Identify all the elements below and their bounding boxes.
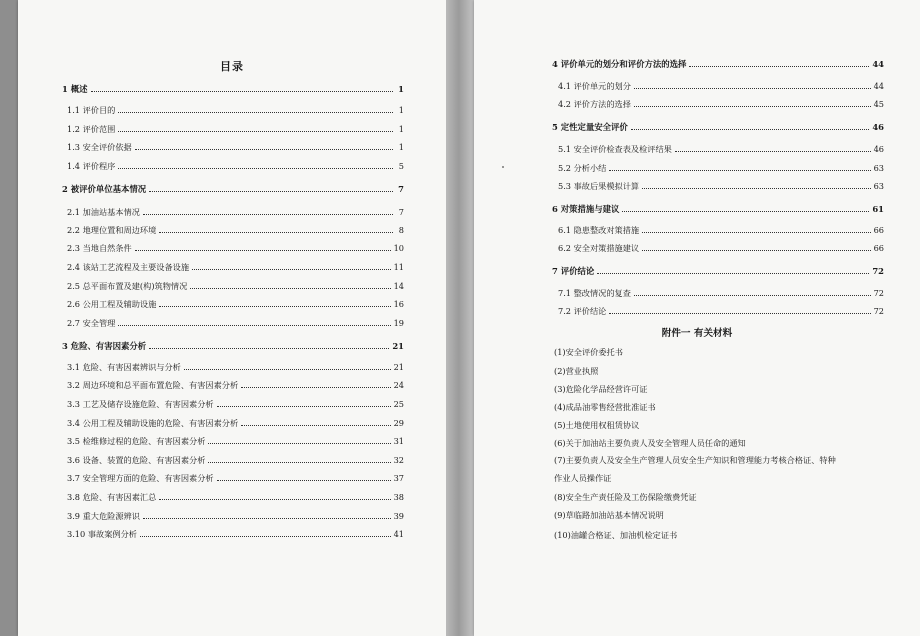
toc-dot-leader xyxy=(609,306,870,314)
toc-page-number: 66 xyxy=(873,243,884,253)
toc-dot-leader xyxy=(91,84,394,92)
toc-section-row xyxy=(67,281,404,292)
toc-page-number: 1 xyxy=(398,124,404,134)
toc-page-number: 11 xyxy=(393,262,404,272)
toc-section-row xyxy=(67,299,404,310)
toc-entry-label: 2.7 安全管理 xyxy=(67,318,116,328)
toc-entry-label: 3.5 检维修过程的危险、有害因素分析 xyxy=(67,436,206,446)
page-gutter xyxy=(446,0,474,636)
toc-dot-leader xyxy=(159,225,393,233)
toc-page-number: 45 xyxy=(873,99,884,109)
toc-section-row xyxy=(67,362,404,373)
toc-entry-label: 3.10 事故案例分析 xyxy=(67,529,137,539)
toc-section-row xyxy=(67,418,404,429)
toc-page-number: 14 xyxy=(393,281,404,291)
toc-dot-leader xyxy=(135,142,393,150)
toc-dot-leader xyxy=(675,144,871,152)
toc-dot-leader xyxy=(159,492,390,500)
toc-entry-label: 7.1 整改情况的复查 xyxy=(558,288,631,298)
toc-entry-label: 1.4 评价程序 xyxy=(67,161,116,171)
toc-dot-leader xyxy=(118,124,393,132)
toc-dot-leader xyxy=(241,380,390,388)
toc-page-number: 39 xyxy=(393,511,404,521)
toc-entry-label: 3.8 危险、有害因素汇总 xyxy=(67,492,157,502)
toc-section-row xyxy=(558,243,884,254)
toc-entry-label: 1.1 评价目的 xyxy=(67,105,116,115)
toc-chapter-row xyxy=(552,122,884,133)
toc-entry-label: 6.1 隐患整改对策措施 xyxy=(558,225,640,235)
annex-item: (2)营业执照 xyxy=(554,366,599,376)
toc-section-row xyxy=(67,380,404,391)
toc-dot-leader xyxy=(634,99,871,107)
toc-entry-label: 3.1 危险、有害因素辨识与分析 xyxy=(67,362,181,372)
toc-dot-leader xyxy=(149,184,393,192)
toc-section-row xyxy=(67,318,404,329)
annex-item: (6)关于加油站主要负责人及安全管理人员任命的通知 xyxy=(554,438,746,448)
toc-page-number: 19 xyxy=(393,318,404,328)
toc-section-row xyxy=(558,163,884,174)
toc-section-row xyxy=(67,207,404,218)
toc-entry-label: 5 定性定量安全评价 xyxy=(552,122,628,132)
toc-page-number: 72 xyxy=(872,266,884,276)
toc-page-number: 31 xyxy=(393,436,404,446)
toc-chapter-row xyxy=(62,184,404,195)
toc-page-number: 21 xyxy=(393,362,404,372)
toc-page-number: 24 xyxy=(393,380,404,390)
toc-dot-leader xyxy=(184,362,391,370)
annex-item: (4)成品油零售经营批准证书 xyxy=(554,402,656,412)
toc-entry-label: 1.3 安全评价依据 xyxy=(67,142,132,152)
toc-page-number: 61 xyxy=(872,204,884,214)
toc-page-number: 10 xyxy=(393,243,404,253)
toc-section-row xyxy=(67,399,404,410)
toc-page-number: 66 xyxy=(873,225,884,235)
toc-section-row xyxy=(67,124,404,135)
toc-section-row xyxy=(558,181,884,192)
toc-chapter-row xyxy=(552,59,884,70)
toc-entry-label: 3.2 周边环境和总平面布置危险、有害因素分析 xyxy=(67,380,239,390)
toc-chapter-row xyxy=(552,266,884,277)
toc-entry-label: 7 评价结论 xyxy=(552,266,595,276)
toc-section-row xyxy=(558,99,884,110)
toc-page-number: 1 xyxy=(398,142,404,152)
toc-section-row xyxy=(67,243,404,254)
toc-dot-leader xyxy=(689,59,869,67)
toc-dot-leader xyxy=(149,341,389,349)
annex-item: (10)油罐合格证、加油机检定证书 xyxy=(554,530,678,540)
toc-page-number: 1 xyxy=(398,105,404,115)
toc-entry-label: 3.9 重大危险源辨识 xyxy=(67,511,140,521)
toc-page-number: 21 xyxy=(392,341,404,351)
toc-page-number: 7 xyxy=(398,207,404,217)
toc-page-number: 37 xyxy=(393,473,404,483)
toc-dot-leader xyxy=(140,529,391,537)
toc-entry-label: 2.6 公用工程及辅助设施 xyxy=(67,299,157,309)
toc-dot-leader xyxy=(642,225,870,233)
toc-chapter-row xyxy=(62,341,404,352)
toc-section-row xyxy=(67,161,404,172)
toc-entry-label: 2.4 该站工艺流程及主要设备设施 xyxy=(67,262,190,272)
toc-page-number: 44 xyxy=(872,59,884,69)
toc-section-row xyxy=(67,105,404,116)
toc-page-number: 63 xyxy=(873,163,884,173)
toc-page-number: 25 xyxy=(393,399,404,409)
toc-section-row xyxy=(67,455,404,466)
toc-entry-label: 3.6 设备、装置的危险、有害因素分析 xyxy=(67,455,206,465)
toc-section-row xyxy=(67,473,404,484)
toc-entry-label: 2 被评价单位基本情况 xyxy=(62,184,147,194)
annex-item: (8)安全生产责任险及工伤保险缴费凭证 xyxy=(554,492,697,502)
annex-item: (3)危险化学品经营许可证 xyxy=(554,384,648,394)
toc-dot-leader xyxy=(118,105,393,113)
toc-dot-leader xyxy=(143,207,393,215)
toc-page-number: 5 xyxy=(398,161,404,171)
toc-chapter-row xyxy=(62,84,404,95)
toc-dot-leader xyxy=(241,418,390,426)
toc-page-number: 41 xyxy=(393,529,404,539)
toc-page-number: 32 xyxy=(393,455,404,465)
toc-section-row xyxy=(67,142,404,153)
toc-entry-label: 4 评价单元的划分和评价方法的选择 xyxy=(552,59,687,69)
toc-entry-label: 5.1 安全评价检查表及检评结果 xyxy=(558,144,672,154)
toc-entry-label: 3 危险、有害因素分析 xyxy=(62,341,147,351)
annex-item: (5)土地使用权租赁协议 xyxy=(554,420,640,430)
toc-section-row xyxy=(67,436,404,447)
toc-entry-label: 5.3 事故后果模拟计算 xyxy=(558,181,640,191)
toc-entry-label: 1 概述 xyxy=(62,84,88,94)
toc-entry-label: 1.2 评价范围 xyxy=(67,124,116,134)
toc-entry-label: 2.1 加油站基本情况 xyxy=(67,207,140,217)
toc-page-number: 16 xyxy=(393,299,404,309)
toc-page-number: 29 xyxy=(393,418,404,428)
right-page xyxy=(474,0,920,636)
toc-title: 目录 xyxy=(220,60,244,73)
toc-page-number: 7 xyxy=(398,184,404,194)
toc-entry-label: 6 对策措施与建议 xyxy=(552,204,620,214)
toc-dot-leader xyxy=(143,511,391,519)
toc-section-row xyxy=(67,492,404,503)
toc-section-row xyxy=(558,306,884,317)
toc-page-number: 8 xyxy=(398,225,404,235)
toc-dot-leader xyxy=(135,243,391,251)
toc-dot-leader xyxy=(208,436,390,444)
toc-section-row xyxy=(67,511,404,522)
toc-page-number: 46 xyxy=(873,144,884,154)
toc-page-number: 72 xyxy=(873,306,884,316)
toc-dot-leader xyxy=(217,473,391,481)
toc-entry-label: 7.2 评价结论 xyxy=(558,306,607,316)
toc-dot-leader xyxy=(118,161,393,169)
toc-dot-leader xyxy=(642,243,870,251)
toc-page-number: 46 xyxy=(872,122,884,132)
toc-page-number: 38 xyxy=(393,492,404,502)
toc-entry-label: 4.1 评价单元的划分 xyxy=(558,81,631,91)
toc-chapter-row xyxy=(552,204,884,215)
toc-entry-label: 4.2 评价方法的选择 xyxy=(558,99,631,109)
toc-dot-leader xyxy=(208,455,390,463)
toc-entry-label: 5.2 分析小结 xyxy=(558,163,607,173)
toc-entry-label: 3.3 工艺及储存设施危险、有害因素分析 xyxy=(67,399,214,409)
toc-dot-leader xyxy=(217,399,391,407)
toc-dot-leader xyxy=(634,288,871,296)
toc-dot-leader xyxy=(159,299,390,307)
toc-section-row xyxy=(67,529,404,540)
toc-dot-leader xyxy=(642,181,870,189)
toc-section-row xyxy=(558,288,884,299)
toc-entry-label: 3.4 公用工程及辅助设施的危险、有害因素分析 xyxy=(67,418,239,428)
toc-section-row xyxy=(558,81,884,92)
toc-page-number: 63 xyxy=(873,181,884,191)
toc-section-row xyxy=(558,144,884,155)
annex-item: (1)安全评价委托书 xyxy=(554,347,623,357)
toc-entry-label: 2.5 总平面布置及建(构)筑物情况 xyxy=(67,281,188,291)
toc-entry-label: 6.2 安全对策措施建议 xyxy=(558,243,640,253)
toc-page-number: 72 xyxy=(873,288,884,298)
toc-dot-leader xyxy=(192,262,391,270)
toc-page-number: 44 xyxy=(873,81,884,91)
toc-entry-label: 2.2 地理位置和周边环境 xyxy=(67,225,157,235)
toc-dot-leader xyxy=(118,318,390,326)
toc-dot-leader xyxy=(609,163,870,171)
toc-section-row xyxy=(558,225,884,236)
scan-speck xyxy=(502,166,504,168)
left-page xyxy=(18,0,446,636)
toc-section-row xyxy=(67,262,404,273)
toc-dot-leader xyxy=(634,81,871,89)
annex-item: (7)主要负责人及安全生产管理人员安全生产知识和管理能力考核合格证、特种 xyxy=(554,455,836,465)
toc-dot-leader xyxy=(631,122,870,130)
toc-entry-label: 3.7 安全管理方面的危险、有害因素分析 xyxy=(67,473,214,483)
toc-dot-leader xyxy=(597,266,869,274)
toc-section-row xyxy=(67,225,404,236)
toc-dot-leader xyxy=(622,204,869,212)
toc-dot-leader xyxy=(190,281,390,289)
annex-title: 附件一 有关材料 xyxy=(661,328,733,339)
annex-item: (9)草临路加油站基本情况说明 xyxy=(554,510,664,520)
toc-page-number: 1 xyxy=(398,84,404,94)
annex-item: 作业人员操作证 xyxy=(554,473,612,483)
toc-entry-label: 2.3 当地自然条件 xyxy=(67,243,132,253)
